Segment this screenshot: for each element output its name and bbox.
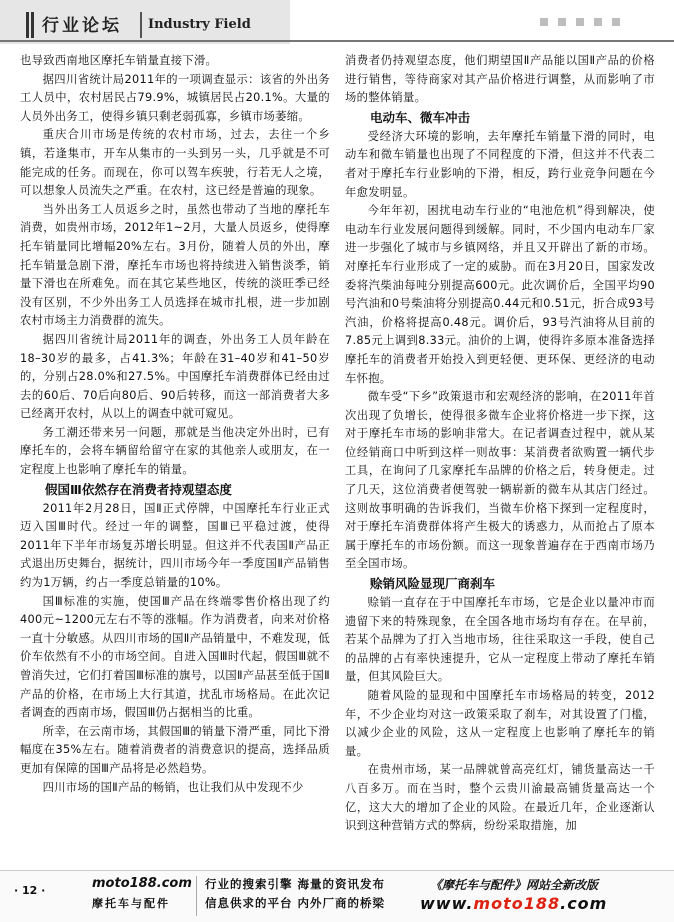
section-heading: 假国Ⅲ依然存在消费者持观望态度 bbox=[45, 481, 232, 497]
header-rule bbox=[0, 40, 674, 42]
article-column-right bbox=[345, 52, 655, 836]
article-column-left bbox=[20, 52, 330, 797]
paragraph: 国Ⅲ标准的实施，使国Ⅲ产品在终端零售价格出现了约400元~1200元左右不等的涨幅。作为消费者，向来对价格一直十分敏感。从四川市场的国Ⅱ产品销量中，不难发现，低价车依然有不小的市场空间。自进入国Ⅲ时代起，假国Ⅲ就不曾消失过，它们打着国Ⅲ标准的旗号，以国Ⅱ产品甚至低于国Ⅱ产品的价格，在市场上大行其道，扰乱市场格局。在此次记者调查的西南市场，假国Ⅲ仍占据相当的比重。 bbox=[20, 594, 330, 720]
paragraph: 在贵州市场，某一品牌就曾高亮红灯，铺货量高达一千八百多万。而在当时，整个云贵川渝最高铺货量高达一个亿，这大大的增加了企业的风险。在最近几年，企业逐渐认识到这种营销方式的弊病，纷纷采取措施，加 bbox=[345, 763, 655, 833]
page-number: · 12 · bbox=[14, 884, 46, 897]
paragraph: 消费者仍持观望态度，他们期望国Ⅱ产品能以国Ⅱ产品的价格进行销售，等待商家对其产品价格进行调整，从而影响了市场的整体销量。 bbox=[345, 54, 655, 105]
footer-slogan-line2: 信息供求的平台 内外厂商的桥梁 bbox=[205, 896, 386, 910]
header-square-decoration bbox=[576, 18, 584, 26]
url-prefix: www. bbox=[420, 894, 474, 913]
footer-divider bbox=[196, 876, 197, 916]
paragraph: 重庆合川市场是传统的农村市场，过去，去往一个乡镇，若逢集市，开车从集市的一头到另一头，几乎就是不可能完成的任务。而现在，你可以驾车疾驶，行若无人之境，可以想象人员流失之严重。在农村，这已经是普遍的现象。 bbox=[20, 128, 330, 198]
paragraph: 随着风险的显现和中国摩托车市场格局的转变，2012年，不少企业均对这一政策采取了刹车，对其设置了门槛，以减少企业的风险，这从一定程度上也影响了摩托车的销量。 bbox=[345, 689, 655, 758]
footer-site-logo[interactable]: moto188.com bbox=[92, 876, 192, 891]
header-bar-mark bbox=[26, 12, 29, 38]
section-title-cn: 行业论坛 bbox=[42, 16, 122, 36]
paragraph: 据四川省统计局2011年的一项调查显示：该省的外出务工人员中，农村居民占79.9%，城镇居民占20.1%。大量的人员外出务工，使得乡镇只剩老弱孤寡，乡镇市场萎缩。 bbox=[20, 72, 330, 123]
url-suffix: .com bbox=[560, 894, 608, 913]
url-domain: moto188 bbox=[473, 894, 561, 913]
header-square-decoration bbox=[540, 18, 548, 26]
section-heading: 电动车、微车冲击 bbox=[370, 109, 471, 125]
paragraph: 也导致西南地区摩托车销量直接下滑。 bbox=[20, 54, 218, 67]
section-title-en: Industry Field bbox=[148, 17, 251, 32]
paragraph: 微车受“下乡”政策退市和宏观经济的影响，在2011年首次出现了负增长，使得很多微车企业将价格进一步下探，这对于摩托车市场的影响非常大。在记者调查过程中，就从某位经销商口中听到这样一则故事：某消费者欲购置一辆代步工具，在询问了几家摩托车品牌的价格之后，转身便走。过了几天，这位消费者便驾驶一辆崭新的微车从其店门经过。这则故事明确的告诉我们，当微车价格下探到一定程度时，对于摩托车消费群体将产生极大的诱惑力，从而抢占了原本属于摩托车的市场份额。而这一现象普遍存在于西南市场乃至全国市场。 bbox=[345, 390, 655, 571]
paragraph: 四川市场的国Ⅱ产品的畅销，也让我们从中发现不少 bbox=[42, 780, 304, 794]
paragraph: 据四川省统计局2011年的调查，外出务工人员年龄在18–30岁的最多，占41.3%；年龄在31–40岁和41–50岁的，分别占28.0%和27.5%。中国摩托车消费群体已经由过去的60后、70后向80后、90后转移，而这一部消费者大多已经离开农村，从以上的调查中就可窥见。 bbox=[20, 332, 330, 421]
page-header bbox=[0, 0, 674, 44]
paragraph: 受经济大环境的影响，去年摩托车销量下滑的同时，电动车和微车销量也出现了不同程度的下滑，但这并不代表二者对于摩托车行业影响的下滑，相反，跨行业竞争问题在今年愈发明显。 bbox=[345, 129, 655, 199]
paragraph: 所幸，在云南市场，其假国Ⅲ的销量下滑严重，同比下滑幅度在35%左右。随着消费者的消费意识的提高，选择品质更加有保障的国Ⅲ产品将是必然趋势。 bbox=[20, 724, 330, 775]
paragraph: 2011年2月28日，国Ⅱ正式停牌，中国摩托车行业正式迈入国Ⅲ时代。经过一年的调整，国Ⅲ已平稳过渡，使得2011年下半年市场复苏增长明显。但这并不代表国Ⅱ产品正式退出历史舞台，据统计，四川市场今年一季度国Ⅱ产品销售约为1万辆，约占一季度总销量的10%。 bbox=[20, 501, 330, 590]
paragraph: 今年年初，困扰电动车行业的“电池危机”得到解决，使电动车行业发展问题得到缓解。同时，不少国内电动车厂家进一步强化了城市与乡镇网络，并且又开辟出了新的市场。对摩托车行业形成了一定的威胁。而在3月20日，国家发改委将汽柴油每吨分别提高600元。此次调价后，全国平均90号汽油和0号柴油将分别提高0.44元和0.51元，折合成93号汽油，价格将提高0.48元。调价后，93号汽油将从目前的7.85元上调到8.33元。油价的上调，使得许多原本准备选择摩托车的消费者开始投入到更轻便、更环保、更经济的电动车怀抱。 bbox=[345, 204, 655, 385]
header-separator bbox=[140, 12, 142, 38]
header-square-decoration bbox=[558, 18, 566, 26]
page-footer bbox=[0, 870, 674, 921]
paragraph: 当外出务工人员返乡之时，虽然也带动了当地的摩托车消费，如贵州市场，2012年1~2月，大量人员返乡，使得摩托车销量同比增幅20%左右。3月份，随着人员的外出，摩托车销量急剧下滑，摩托车市场也将持续进入销售淡季，销量下滑也在所难免。而在其它某些地区，传统的淡旺季已经没有区别，不少外出务工人员选择在城市扎根，进一步加剧农村市场主力消费群的流失。 bbox=[20, 202, 330, 328]
header-square-decoration bbox=[594, 18, 602, 26]
paragraph: 务工潮还带来另一问题，那就是当他决定外出时，已有摩托车的，会将车辆留给留守在家的其他亲人或朋友，在一定程度上也影响了摩托车的销量。 bbox=[20, 425, 330, 477]
footer-magazine-title: 《摩托车与配件》网站全新改版 bbox=[430, 878, 599, 892]
footer-site-subtitle: 摩托车与配件 bbox=[92, 897, 170, 910]
footer-slogan-line1: 行业的搜索引擎 海量的资讯发布 bbox=[205, 877, 386, 891]
header-bar-mark bbox=[31, 12, 34, 38]
header-square-decoration bbox=[612, 18, 620, 26]
footer-url-link[interactable] bbox=[420, 894, 607, 913]
paragraph: 赊销一直存在于中国摩托车市场，它是企业以量冲市而遗留下来的特殊现象，在全国各地市场均有存在。在早前，若某个品牌为了打入当地市场，往往采取这一手段，使自己的品牌的占有率快速提升，它从一定程度上带动了摩托车销量，但其风险巨大。 bbox=[345, 596, 655, 684]
section-heading: 赊销风险显现厂商刹车 bbox=[370, 576, 496, 592]
